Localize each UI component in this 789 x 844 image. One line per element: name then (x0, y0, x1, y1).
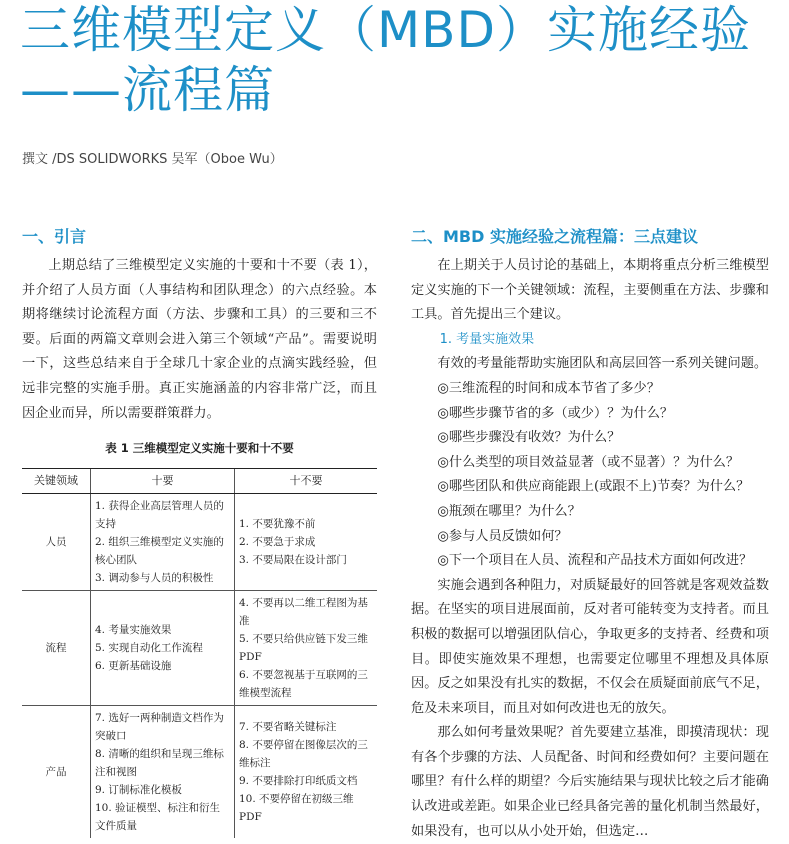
dos-item: 2. 组织三维模型定义实施的核心团队 (95, 536, 224, 566)
dos-item: 8. 清晰的组织和呈现三维标注和视图 (95, 748, 224, 778)
dos-item: 5. 实现自动化工作流程 (95, 642, 203, 654)
table-cell-dos (91, 706, 235, 839)
question-item: ◎哪些步骤没有收效？为什么？ (437, 430, 621, 446)
question-item: ◎下一个项目在人员、流程和产品技术方面如何改进？ (437, 553, 753, 569)
donts-item: 8. 不要停留在图像层次的三维标注 (239, 739, 368, 769)
subsection-1-lead: 有效的考量能帮助实施团队和高层回答一系列关键问题。 (437, 356, 768, 372)
dos-and-donts-table (22, 468, 377, 838)
question-list (411, 377, 769, 574)
donts-list (239, 718, 373, 826)
table-caption: 表 1 三维模型定义实施十要和十不要 (105, 441, 294, 455)
question-item: ◎三维流程的时间和成本节省了多少？ (437, 380, 660, 396)
dos-item: 1. 获得企业高层管理人员的支持 (95, 500, 224, 530)
dos-item: 3. 调动参与人员的积极性 (95, 572, 214, 584)
article-title (20, 0, 751, 120)
dos-item: 4. 考量实施效果 (95, 624, 172, 636)
question-item: ◎参与人员反馈如何？ (437, 528, 568, 544)
donts-item: 10. 不要停留在初级三维 PDF (239, 793, 354, 823)
dos-list (95, 621, 230, 675)
byline: 撰文 /DS SOLIDWORKS 吴军（Oboe Wu） (22, 152, 283, 167)
dos-item: 10. 验证模型、标注和衍生文件质量 (95, 802, 221, 832)
subsection-1-heading: 1. 考量实施效果 (439, 331, 535, 347)
donts-item: 7. 不要省略关键标注 (239, 721, 337, 733)
table-cell-donts (235, 706, 378, 839)
donts-item: 1. 不要犹豫不前 (239, 518, 316, 530)
title-line-1: 三维模型定义（MBD）实施经验 (20, 1, 751, 59)
question-item: ◎瓶颈在哪里？为什么？ (437, 503, 581, 519)
table-cell-donts (235, 591, 378, 706)
donts-item: 5. 不要只给供应链下发三维 PDF (239, 633, 368, 663)
table-row (22, 706, 377, 839)
dos-list (95, 709, 230, 835)
donts-item: 4. 不要再以二维工程图为基准 (239, 597, 368, 627)
donts-item: 3. 不要局限在设计部门 (239, 554, 347, 566)
question-item: ◎什么类型的项目效益显著（或不显著）？为什么？ (437, 454, 740, 470)
dos-item: 7. 选好一两种制造文档作为突破口 (95, 712, 224, 742)
section-1-heading: 一、引言 (22, 227, 87, 246)
table-cell-dos (91, 494, 235, 591)
table-header-row (22, 469, 377, 494)
donts-item: 6. 不要忽视基于互联网的三维模型流程 (239, 669, 368, 699)
title-line-2: ——流程篇 (20, 61, 275, 119)
table-cell-dos (91, 591, 235, 706)
table-body (22, 494, 377, 839)
table-cell-area: 流程 (22, 591, 91, 706)
dos-item: 9. 订制标准化模板 (95, 784, 182, 796)
table-header-area: 关键领域 (22, 469, 91, 494)
table-header-dos: 十要 (91, 469, 235, 494)
right-column (411, 226, 769, 844)
question-item: ◎哪些步骤节省的多（或少）？为什么？ (437, 405, 674, 421)
donts-list (239, 594, 373, 702)
table-cell-donts (235, 494, 378, 591)
table-header-donts: 十不要 (235, 469, 378, 494)
subsection-1-para-1: 实施会遇到各种阻力，对质疑最好的回答就是客观效益数据。在坚实的项目进展面前，反对者可能转变为支持者。而且积极的数据可以增强团队信心，争取更多的支持者、经费和项目。即使实施效果不理想，也需要定位哪里不理想及具体原因。反之如果没有扎实的数据，不仅会在质疑面前底气不足，危及未来项目，而且对如何改进也无的放矢。 (411, 577, 769, 716)
table-cell-area: 产品 (22, 706, 91, 839)
dos-list (95, 497, 230, 587)
table-cell-area: 人员 (22, 494, 91, 591)
subsection-1-para-2: 那么如何考量效果呢？首先要建立基准，即摸清现状：现有各个步骤的方法、人员配备、时间和经费如何？主要问题在哪里？有什么样的期望？今后实施结果与现状比较之后才能确认改进或差距。如果企业已经具备完善的量化机制当然最好，如果没有，也可以从小处开始，但选定… (411, 725, 769, 839)
section-2-intro: 在上期关于人员讨论的基础上，本期将重点分析三维模型定义实施的下一个关键领域：流程，主要侧重在方法、步骤和工具。首先提出三个建议。 (411, 258, 769, 323)
left-column (22, 226, 377, 426)
question-item: ◎哪些团队和供应商能跟上(或跟不上)节奏？为什么？ (437, 479, 750, 495)
section-1-paragraph: 上期总结了三维模型定义实施的十要和十不要（表 1），并介绍了人员方面（人事结构和团队理念）的六点经验。本期将继续讨论流程方面（方法、步骤和工具）的三要和三不要。后面的两篇文章则会进入第三个领域“产品”。需要说明一下，这些总结来自于全球几十家企业的点滴实践经验，但远非完整的实施手册。真正实施涵盖的内容非常广泛，而且因企业而异，所以需要群策群力。 (22, 258, 377, 421)
dos-item: 6. 更新基础设施 (95, 660, 172, 672)
donts-list (239, 515, 373, 569)
donts-item: 9. 不要排除打印纸质文档 (239, 775, 358, 787)
section-2-heading: 二、MBD 实施经验之流程篇：三点建议 (411, 227, 698, 246)
table-row (22, 494, 377, 591)
donts-item: 2. 不要急于求成 (239, 536, 316, 548)
table-row (22, 591, 377, 706)
